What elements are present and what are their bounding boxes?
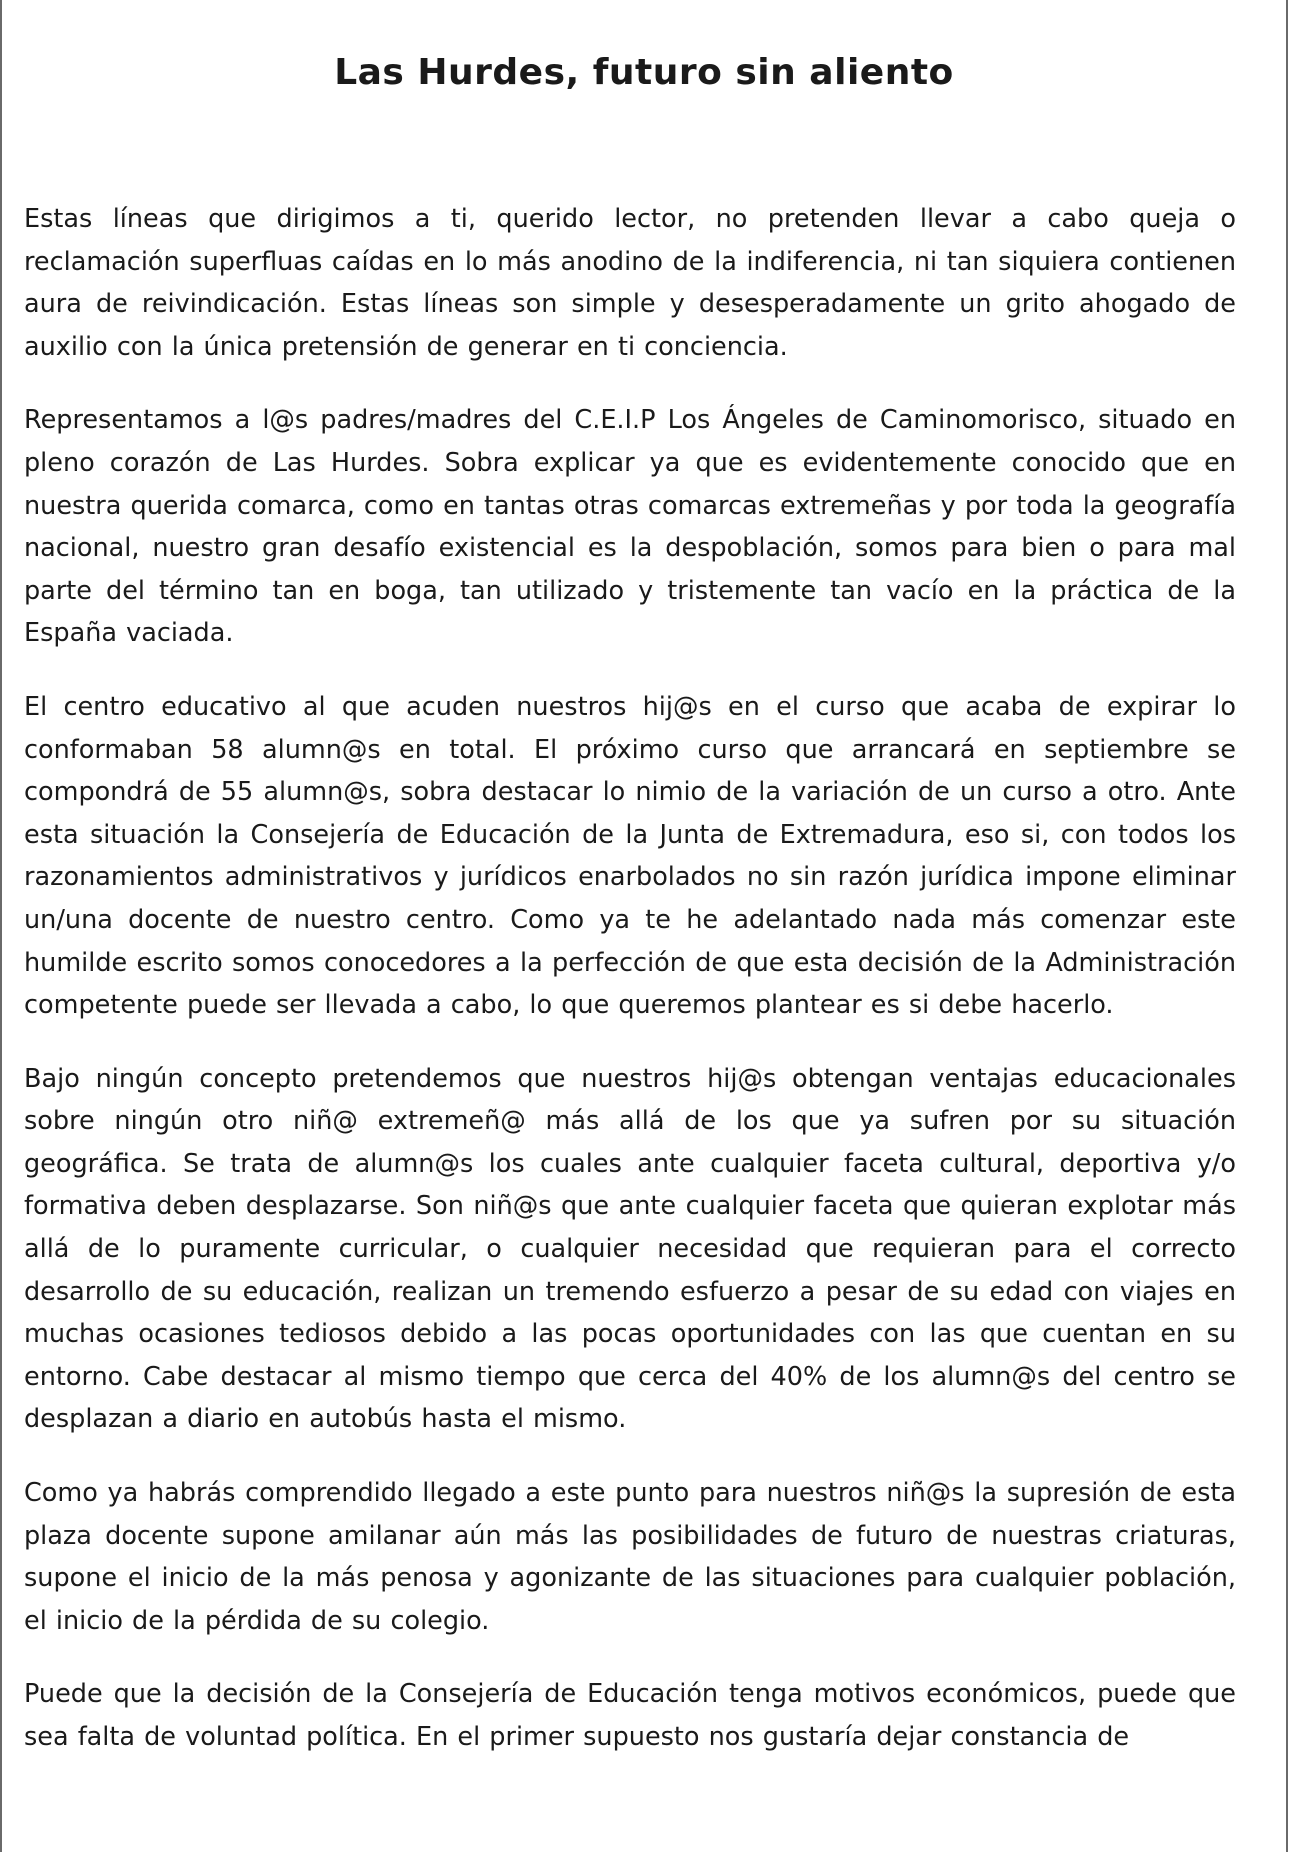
document-title: Las Hurdes, futuro sin aliento — [334, 52, 954, 93]
paragraph-2: Representamos a l@s padres/madres del C.E.I.P Los Ángeles de Caminomorisco, situado en pleno corazón de Las Hurdes. Sobra explicar ya que es evidentemente conocido que en nuestra querida comarca, como en tantas otras comarcas extremeñas y por toda la geografía nacional, nuestro gran desafío existencial es la despoblación, somos para bien o para mal parte del término tan en boga, tan utilizado y tristemente tan vacío en la práctica de la España vaciada. — [24, 405, 1236, 649]
paragraph-1: Estas líneas que dirigimos a ti, querido lector, no pretenden llevar a cabo queja o reclamación superfluas caídas en lo más anodino de la indiferencia, ni tan siquiera contienen aura de reivindicación. Estas líneas son simple y desesperadamente un grito ahogado de auxilio con la única pretensión de generar en ti conciencia. — [24, 204, 1236, 362]
paragraph-3: El centro educativo al que acuden nuestros hij@s en el curso que acaba de expirar lo conformaban 58 alumn@s en total. El próximo curso que arrancará en septiembre se compondrá de 55 alumn@s, sobra destacar lo nimio de la variación de un curso a otro. Ante esta situación la Consejería de Educación de la Junta de Extremadura, eso si, con todos los razonamientos administrativos y jurídicos enarbolados no sin razón jurídica impone eliminar un/una docente de nuestro centro. Como ya te he adelantado nada más comenzar este humilde escrito somos conocedores a la perfección de que esta decisión de la Administración competente puede ser llevada a cabo, lo que queremos plantear es si debe hacerlo. — [24, 691, 1236, 1021]
paragraph-5: Como ya habrás comprendido llegado a este punto para nuestros niñ@s la supresión de esta plaza docente supone amilanar aún más las posibilidades de futuro de nuestras criaturas, supone el inicio de la más penosa y agonizante de las situaciones para cualquier población, el inicio de la pérdida de su colegio. — [24, 1478, 1236, 1636]
paragraph-6: Puede que la decisión de la Consejería de Educación tenga motivos económicos, puede que sea falta de voluntad política. En el primer supuesto nos gustaría dejar constancia de — [24, 1679, 1236, 1752]
paragraph-4: Bajo ningún concepto pretendemos que nuestros hij@s obtengan ventajas educacionales sobre ningún otro niñ@ extremeñ@ más allá de los que ya sufren por su situación geográfica. Se trata de alumn@s los cuales ante cualquier faceta cultural, deportiva y/o formativa deben desplazarse. Son niñ@s que ante cualquier faceta que quieran explotar más allá de lo puramente curricular, o cualquier necesidad que requieran para el correcto desarrollo de su educación, realizan un tremendo esfuerzo a pesar de su edad con viajes en muchas ocasiones tediosos debido a las pocas oportunidades con las que cuentan en su entorno. Cabe destacar al mismo tiempo que cerca del 40% de los alumn@s del centro se desplazan a diario en autobús hasta el mismo. — [24, 1063, 1236, 1435]
document-body — [24, 198, 1236, 1790]
